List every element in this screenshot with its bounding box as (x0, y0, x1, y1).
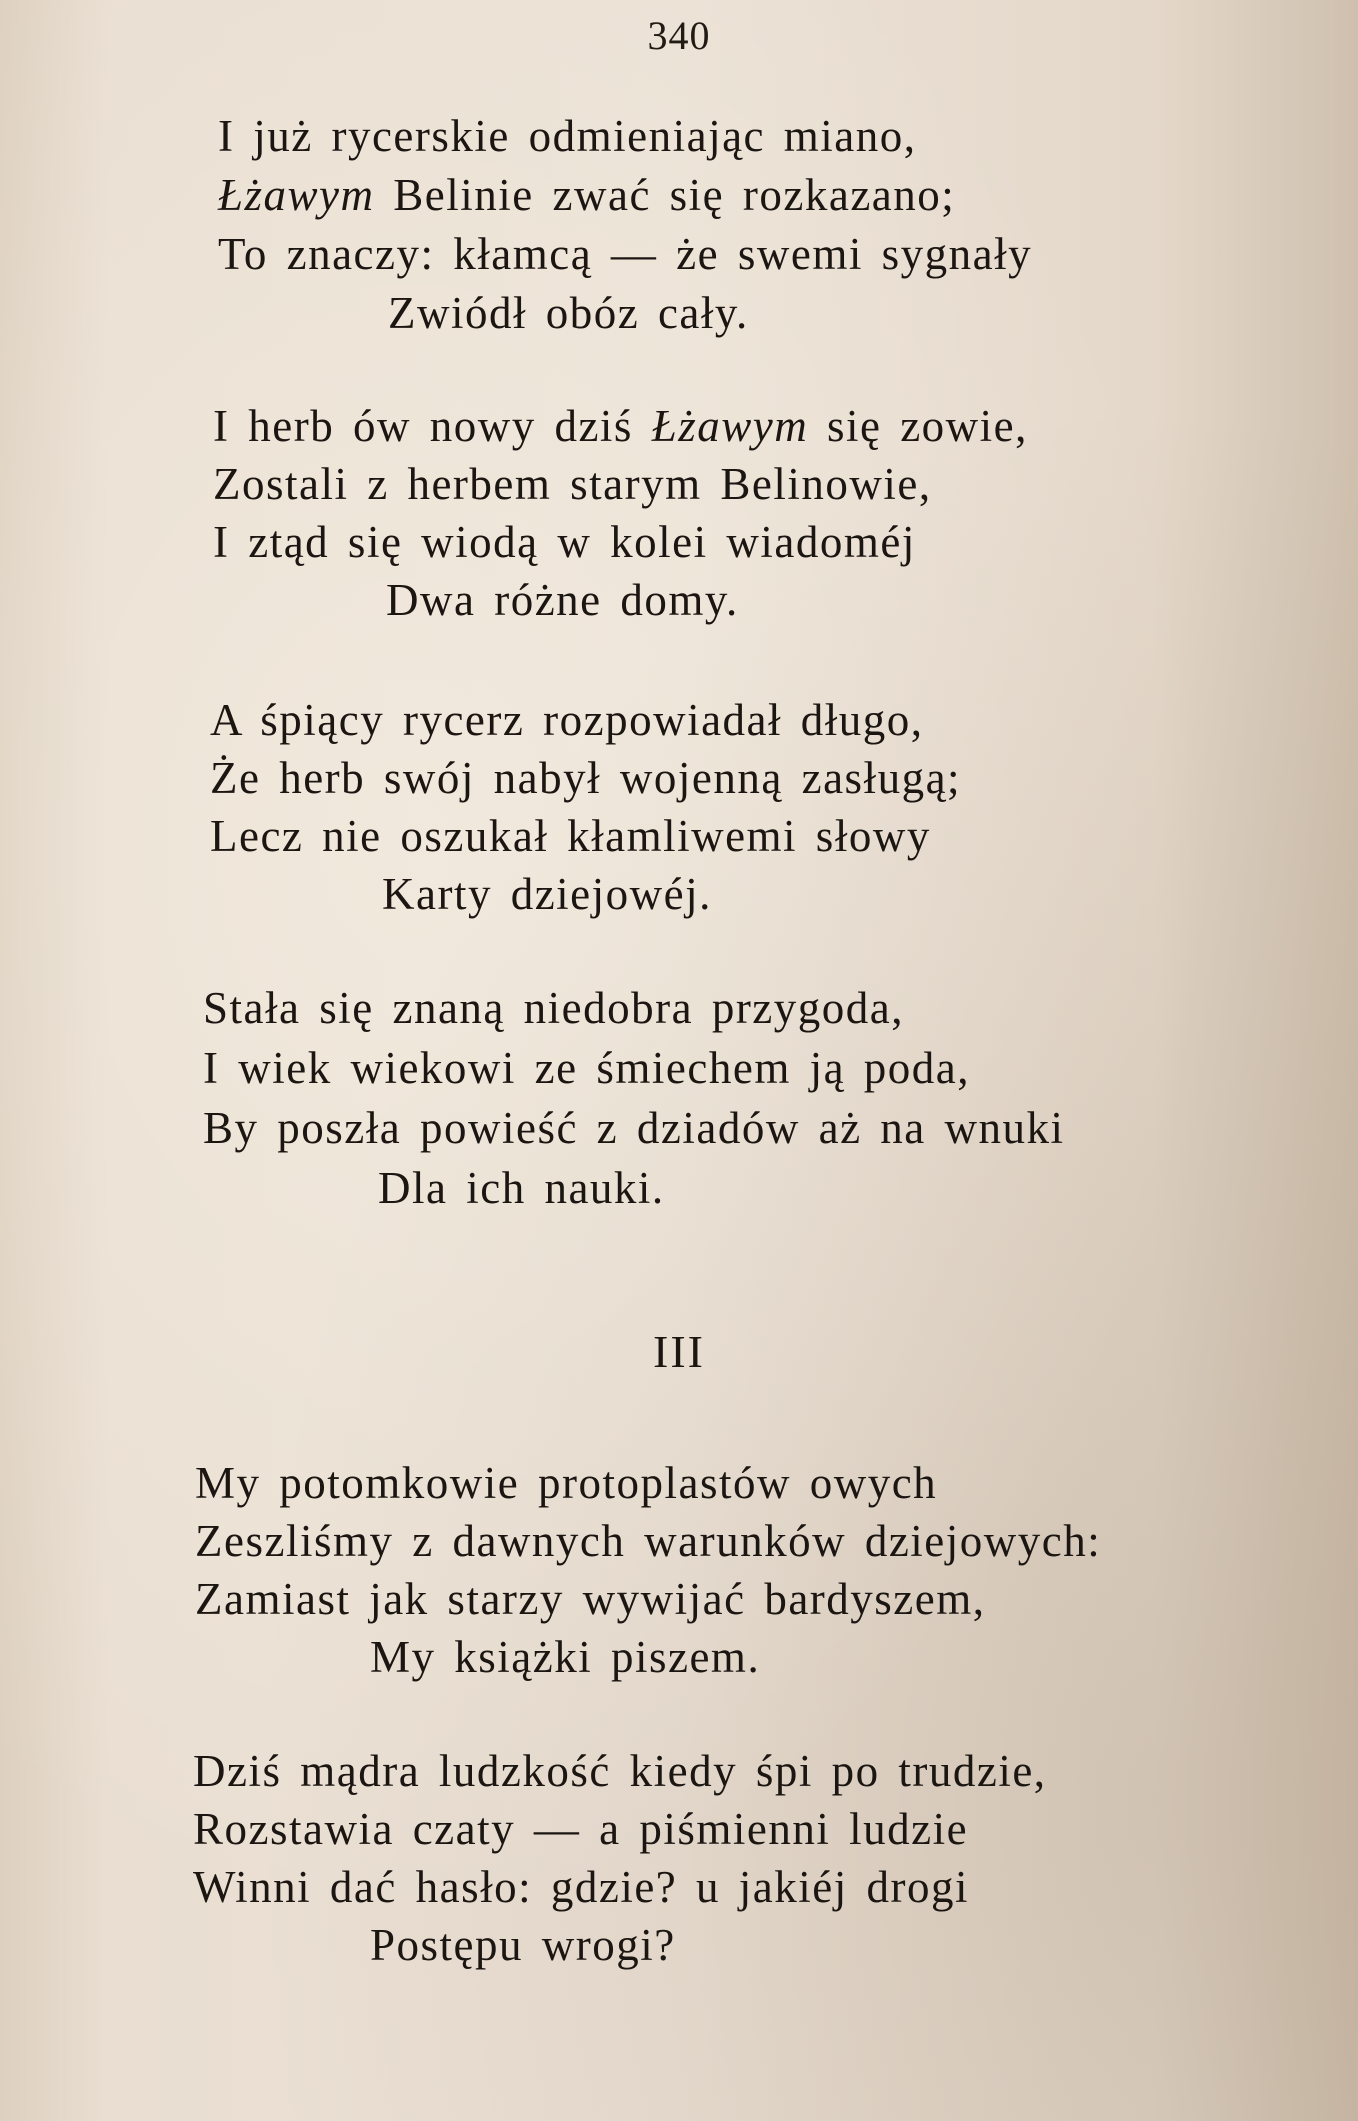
verse-line: Lecz nie oszukał kłamliwemi słowy (210, 811, 931, 861)
verse-line: I już rycerskie odmieniając miano, (218, 111, 917, 161)
verse-text: I herb ów nowy dziś (213, 401, 652, 451)
verse-line: My książki piszem. (370, 1632, 761, 1682)
verse-line: Zwiódł obóz cały. (388, 288, 749, 338)
emphasized-word: Łżawym (218, 170, 375, 220)
verse-line (213, 398, 1028, 454)
verse-line: To znaczy: kłamcą — że swemi sygnały (218, 229, 1033, 279)
verse-line: By poszła powieść z dziadów aż na wnuki (203, 1103, 1065, 1153)
page-number: 340 (647, 13, 711, 58)
verse-line: Postępu wrogi? (370, 1920, 676, 1970)
verse-line: My potomkowie protoplastów owych (195, 1458, 938, 1508)
verse-line: Dwa różne domy. (386, 575, 739, 625)
verse-line: Stała się znaną niedobra przygoda, (203, 983, 905, 1033)
verse-line: Rozstawia czaty — a piśmienni ludzie (193, 1804, 969, 1854)
verse-line: Zostali z herbem starym Belinowie, (213, 459, 932, 509)
verse-line: A śpiący rycerz rozpowiadał długo, (210, 695, 924, 745)
verse-line (218, 167, 955, 223)
verse-text: się zowie, (808, 401, 1028, 451)
verse-text: Belinie zwać się rozkazano; (374, 170, 956, 220)
verse-line: I wiek wiekowi ze śmiechem ją poda, (203, 1043, 971, 1093)
verse-line: Dziś mądra ludzkość kiedy śpi po trudzie, (193, 1746, 1047, 1796)
verse-line: Karty dziejowéj. (382, 869, 712, 919)
verse-line: Zeszliśmy z dawnych warunków dziejowych: (195, 1516, 1102, 1566)
verse-line: Winni dać hasło: gdzie? u jakiéj drogi (193, 1862, 969, 1912)
verse-line: I ztąd się wiodą w kolei wiadoméj (213, 517, 916, 567)
section-heading: III (653, 1326, 705, 1377)
verse-line: Że herb swój nabył wojenną zasługą; (210, 753, 962, 803)
verse-line: Dla ich nauki. (378, 1163, 665, 1213)
emphasized-word: Łżawym (651, 401, 809, 451)
verse-line: Zamiast jak starzy wywijać bardyszem, (195, 1574, 986, 1624)
